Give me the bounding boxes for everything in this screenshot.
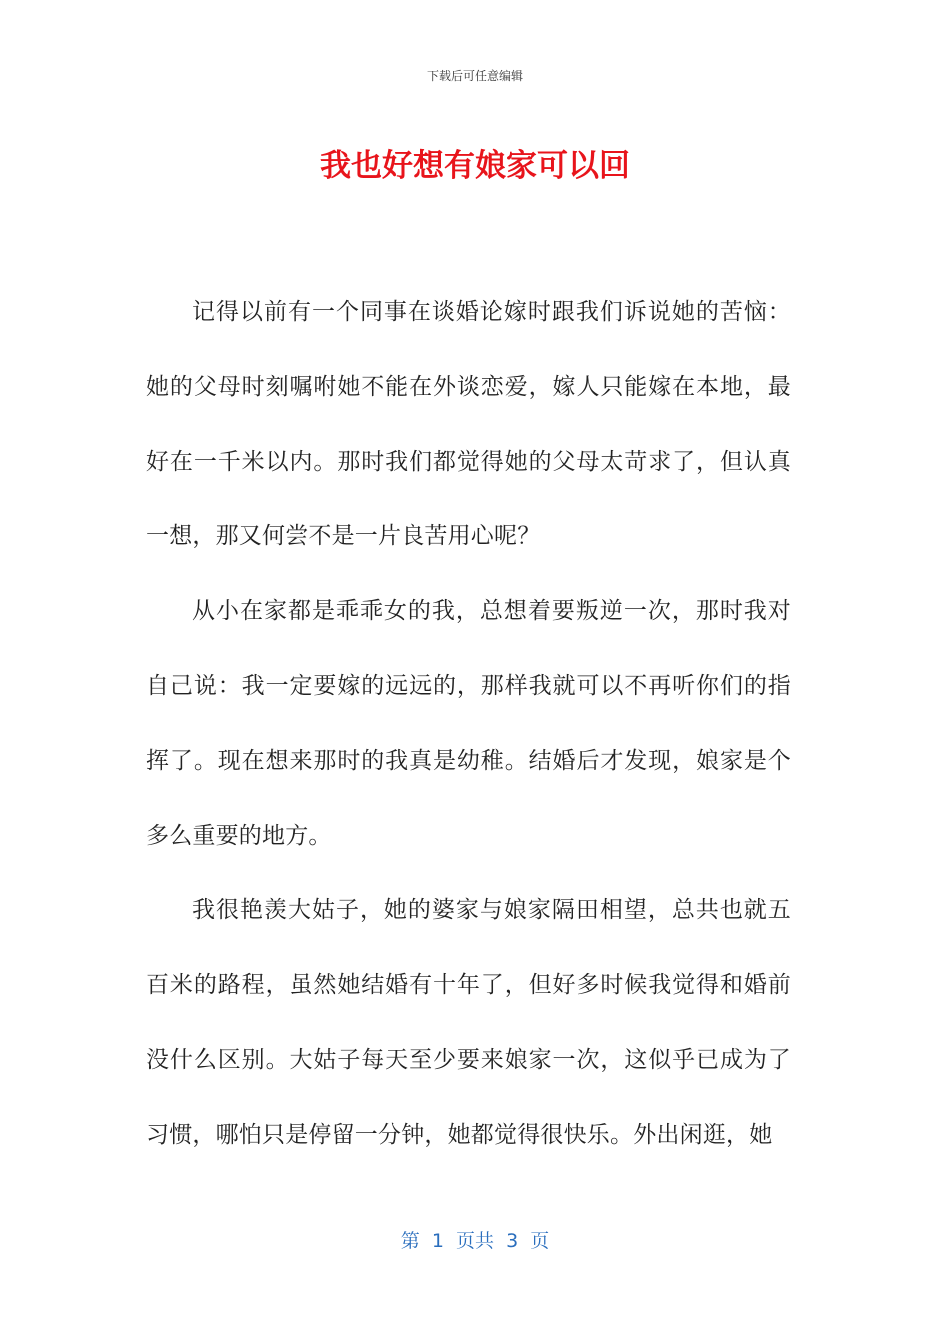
paragraph-2: 从小在家都是乖乖女的我，总想着要叛逆一次，那时我对自己说：我一定要嫁的远远的，那样我就可以不再听你们的指挥了。现在想来那时的我真是幼稚。结婚后才发现，娘家是个多么重要的地方。 (146, 598, 791, 849)
page-number-footer: 第 1 页共 3 页 (400, 1230, 550, 1252)
paragraph-1: 记得以前有一个同事在谈婚论嫁时跟我们诉说她的苦恼：她的父母时刻嘱咐她不能在外谈恋爱，嫁人只能嫁在本地，最好在一千米以内。那时我们都觉得她的父母太苛求了，但认真一想，那又何尝不是一片良苦用心呢？ (146, 299, 791, 550)
document-body (146, 275, 791, 1173)
header-note: 下载后可任意编辑 (426, 69, 523, 83)
paragraph-3: 我很艳羡大姑子，她的婆家与娘家隔田相望，总共也就五百米的路程，虽然她结婚有十年了，但好多时候我觉得和婚前没什么区别。大姑子每天至少要来娘家一次，这似乎已成为了习惯，哪怕只是停留一分钟，她都觉得很快乐。外出闲逛，她 (146, 897, 791, 1148)
document-title: 我也好想有娘家可以回 (320, 148, 630, 184)
